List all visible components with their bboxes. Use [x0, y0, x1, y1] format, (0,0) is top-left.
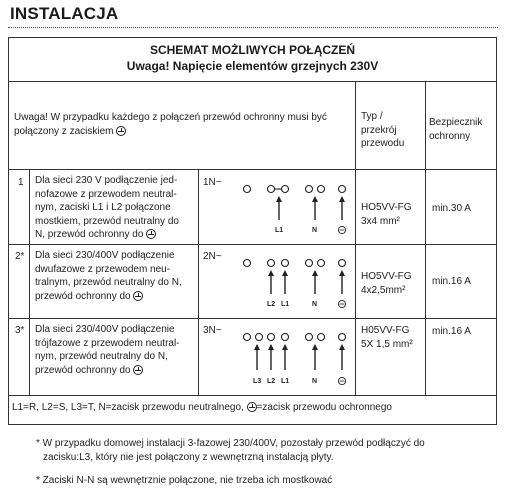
row-divider	[9, 169, 496, 170]
column-divider	[355, 81, 356, 396]
terminal-diagram-2	[239, 254, 349, 314]
description-line: dwufazowe z przewodem neu-	[35, 263, 171, 275]
phase-label: 1N~	[203, 177, 222, 188]
description-line: nofazowe z przewodem neutral-	[35, 188, 177, 200]
fuse-column-header	[429, 116, 497, 143]
arrow-head	[339, 196, 345, 202]
row-number: 1	[18, 177, 24, 188]
terminal-pe	[339, 260, 346, 267]
cable-header-line: przewodu	[361, 138, 405, 149]
terminal-l2	[268, 260, 275, 267]
terminal-l2	[268, 334, 275, 341]
connection-table	[8, 37, 497, 425]
column-divider	[29, 169, 30, 396]
terminal-label: N	[312, 227, 318, 234]
page-title: INSTALACJA	[10, 4, 119, 23]
fuse-header-line: ochronny	[429, 130, 471, 142]
terminal-diagram-1	[239, 180, 349, 240]
arrow-head	[276, 196, 282, 202]
terminal-label: L3	[253, 378, 262, 385]
terminal-legend	[12, 401, 496, 415]
arrow-head	[254, 344, 260, 350]
cable-section: 5X 1,5 mm²	[361, 338, 413, 350]
terminal-n	[318, 260, 325, 267]
column-divider	[425, 81, 426, 396]
column-divider	[198, 169, 199, 396]
footnote-three-phase	[36, 437, 496, 465]
terminal-l1	[282, 334, 289, 341]
description-line: N, przewód ochronny do	[35, 229, 144, 240]
terminal-label: L1	[281, 378, 290, 385]
terminal-pe	[339, 186, 346, 193]
terminal	[244, 260, 251, 267]
description-line: Dla sieci 230/400V podłączenie	[35, 250, 175, 261]
terminal-n	[318, 334, 325, 341]
cable-header-line: przekrój	[361, 124, 397, 136]
arrow-head	[312, 270, 318, 276]
terminal-label: L1	[275, 227, 284, 234]
table-subtitle: Uwaga! Napięcie elementów grzejnych 230V	[126, 59, 379, 73]
terminal-label: N	[312, 378, 318, 385]
row-divider	[9, 244, 496, 245]
fuse-header-line: Bezpiecznik	[429, 117, 483, 128]
cable-header-line: Typ /	[361, 111, 383, 122]
cable-section: 3x4 mm²	[361, 215, 400, 227]
arrow-head	[339, 344, 345, 350]
terminal-label: N	[312, 301, 318, 308]
description-line: nym, zaciski L1 i L2 połączone	[35, 202, 171, 213]
footnote-line: zacisku:L3, który nie jest połączony z wewnętrzną instalacją płyty.	[43, 452, 334, 463]
row-description	[35, 323, 197, 377]
terminal	[244, 334, 251, 341]
terminal-diagram-3	[239, 328, 349, 390]
ground-symbol-icon	[247, 402, 257, 412]
cable-type: HO5VV-FG	[361, 271, 412, 282]
row-divider	[9, 318, 496, 319]
terminal-label: L2	[267, 301, 276, 308]
ground-symbol-icon	[116, 126, 126, 136]
cable-type: HO5VV-FG	[361, 202, 412, 213]
protective-wire-warning	[14, 111, 354, 138]
arrow-head	[282, 270, 288, 276]
terminal-n	[318, 186, 325, 193]
description-line: przewód ochronny do	[35, 290, 131, 302]
warning-text: Uwaga! W przypadku każdego z połączeń przewód ochronny musi być połączony z zaciskiem	[14, 112, 327, 137]
ground-symbol-icon	[133, 291, 143, 301]
cable-section: 4x2,5mm²	[361, 284, 406, 296]
description-line: trójfazowe z przewodem neutral-	[35, 337, 180, 349]
fuse-value: min.30 A	[432, 203, 471, 214]
cable-spec	[361, 324, 413, 351]
phase-label: 3N~	[203, 325, 222, 336]
fuse-value: min.16 A	[432, 276, 471, 287]
ground-symbol-icon	[146, 229, 156, 239]
table-title: SCHEMAT MOŻLIWYCH POŁĄCZEŃ	[149, 43, 356, 57]
description-line: Dla sieci 230/400V podłączenie	[35, 324, 175, 335]
terminal	[244, 186, 251, 193]
terminal-label: L2	[267, 378, 276, 385]
cable-spec	[361, 270, 412, 297]
terminal-l2	[282, 186, 289, 193]
arrow-head	[282, 344, 288, 350]
row-description	[35, 174, 197, 242]
arrow-head	[268, 270, 274, 276]
terminal-n	[306, 260, 313, 267]
row-number: 3*	[15, 325, 25, 336]
fuse-value: min.16 A	[432, 326, 471, 337]
row-number: 2*	[15, 251, 25, 262]
title-divider	[8, 27, 498, 28]
description-line: przewód ochronny do	[35, 364, 131, 376]
terminal-n	[306, 334, 313, 341]
arrow-head	[339, 270, 345, 276]
cable-type: H05VV-FG	[361, 325, 410, 336]
terminal-label: L1	[281, 301, 290, 308]
arrow-head	[312, 196, 318, 202]
cable-column-header	[361, 110, 423, 151]
terminal-l1	[268, 186, 275, 193]
terminal-l1	[282, 260, 289, 267]
footnote-neutral: * Zaciski N-N są wewnętrznie połączone, nie trzeba ich mostkować	[36, 475, 333, 486]
row-divider	[9, 395, 496, 396]
terminal-pe	[339, 334, 346, 341]
arrow-head	[312, 344, 318, 350]
description-line: tralnym, przewód neutralny do N,	[35, 277, 182, 288]
table-header	[9, 38, 496, 82]
description-line: nym, przewód neutralny do N,	[35, 351, 168, 362]
terminal-n	[306, 186, 313, 193]
description-line: mostkiem, przewód neutralny do	[35, 215, 179, 227]
arrow-head	[268, 344, 274, 350]
legend-text: =zacisk przewodu ochronnego	[256, 402, 392, 413]
phase-label: 2N~	[203, 251, 222, 262]
terminal-l3	[256, 334, 263, 341]
cable-spec	[361, 201, 412, 228]
legend-text: L1=R, L2=S, L3=T, N=zacisk przewodu neutralnego,	[12, 402, 244, 413]
description-line: Dla sieci 230 V podłączenie jed-	[35, 175, 178, 186]
ground-symbol-icon	[133, 365, 143, 375]
footnote-line: * W przypadku domowej instalacji 3-fazowej 230/400V, pozostały przewód podłączyć do	[36, 438, 425, 449]
row-description	[35, 249, 197, 303]
